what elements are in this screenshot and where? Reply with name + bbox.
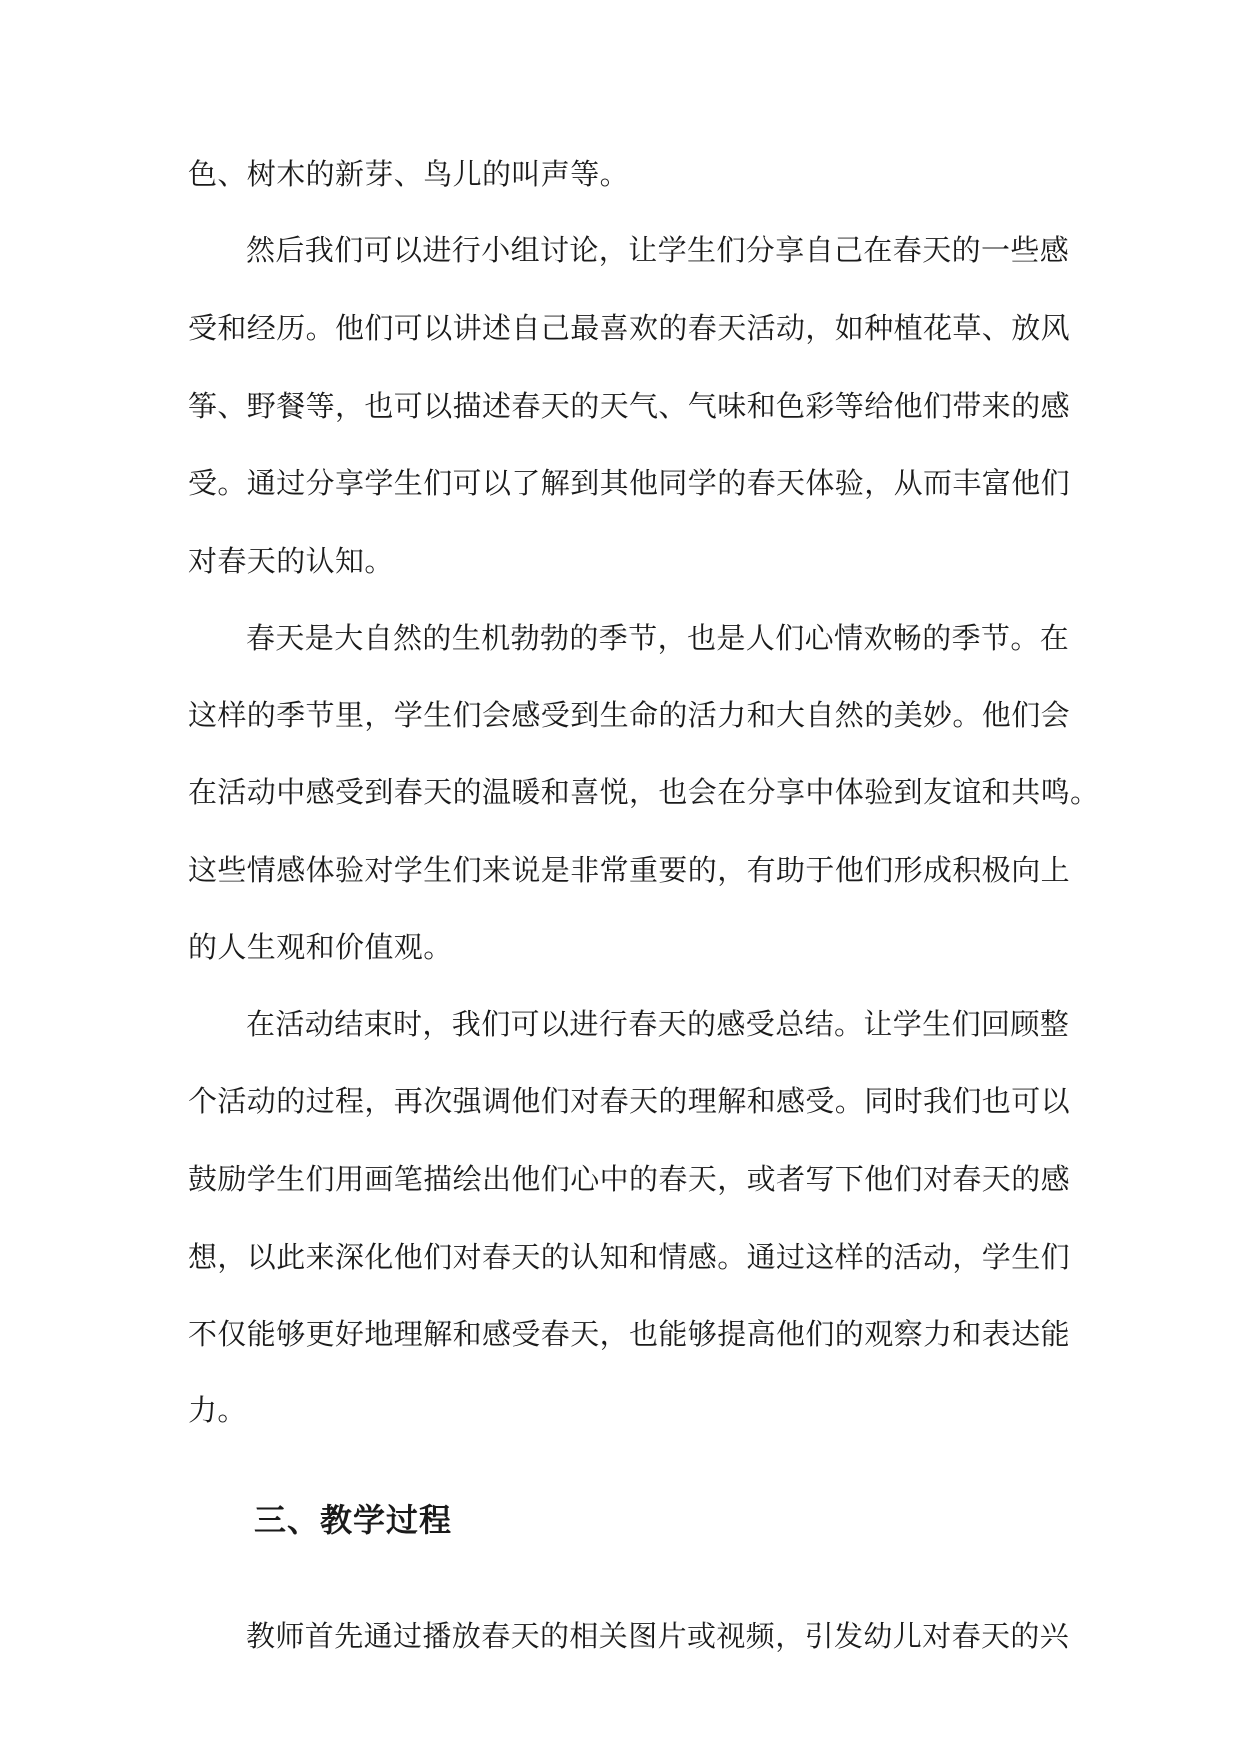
body-line: 受和经历。他们可以讲述自己最喜欢的春天活动，如种植花草、放风 bbox=[188, 311, 1071, 345]
section-heading: 三、教学过程 bbox=[254, 1501, 453, 1539]
body-line: 色、树木的新芽、鸟儿的叫声等。 bbox=[188, 157, 630, 191]
paragraph-first-line: 在活动结束时，我们可以进行春天的感受总结。让学生们回顾整 bbox=[246, 1007, 1070, 1041]
body-line: 对春天的认知。 bbox=[188, 544, 394, 578]
body-line: 的人生观和价值观。 bbox=[188, 930, 453, 964]
paragraph-first-line: 教师首先通过播放春天的相关图片或视频，引发幼儿对春天的兴 bbox=[246, 1619, 1070, 1653]
body-line: 这样的季节里，学生们会感受到生命的活力和大自然的美妙。他们会 bbox=[188, 698, 1071, 732]
body-line: 在活动中感受到春天的温暖和喜悦，也会在分享中体验到友谊和共鸣。 bbox=[188, 775, 1100, 809]
body-line: 不仅能够更好地理解和感受春天，也能够提高他们的观察力和表达能 bbox=[188, 1317, 1071, 1351]
body-line: 鼓励学生们用画笔描绘出他们心中的春天，或者写下他们对春天的感 bbox=[188, 1162, 1071, 1196]
body-line: 筝、野餐等，也可以描述春天的天气、气味和色彩等给他们带来的感 bbox=[188, 389, 1071, 423]
body-line: 想，以此来深化他们对春天的认知和情感。通过这样的活动，学生们 bbox=[188, 1240, 1071, 1274]
paragraph-first-line: 然后我们可以进行小组讨论，让学生们分享自己在春天的一些感 bbox=[246, 233, 1070, 267]
body-line: 个活动的过程，再次强调他们对春天的理解和感受。同时我们也可以 bbox=[188, 1084, 1071, 1118]
body-line: 这些情感体验对学生们来说是非常重要的，有助于他们形成积极向上 bbox=[188, 853, 1071, 887]
body-line: 受。通过分享学生们可以了解到其他同学的春天体验，从而丰富他们 bbox=[188, 466, 1071, 500]
body-line: 力。 bbox=[188, 1393, 247, 1427]
paragraph-first-line: 春天是大自然的生机勃勃的季节，也是人们心情欢畅的季节。在 bbox=[246, 621, 1070, 655]
